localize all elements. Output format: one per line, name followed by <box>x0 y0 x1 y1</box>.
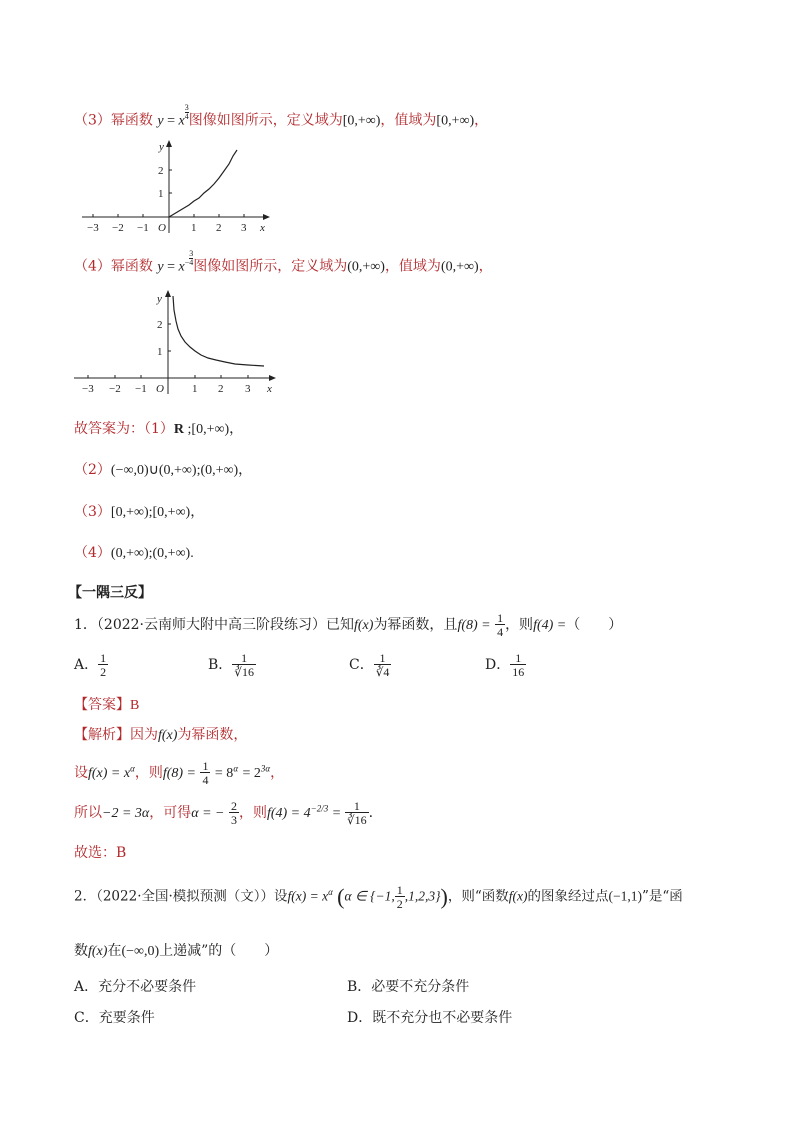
part4-line: （4）幂函数 y = x− $\frac{3}{4}$ 图像如图所示，定义域为(0,+∞)，值域为(0,+∞)， <box>74 249 493 275</box>
part3-end: ， <box>474 112 489 129</box>
q1-value-fraction: $\frac{1}{4}$ <box>497 611 504 639</box>
part4-end: ， <box>478 258 493 275</box>
graph1-tick-x-3: 3 <box>241 222 247 234</box>
part4-domain: (0,+∞) <box>347 259 385 275</box>
graph-x-neg-three-quarters <box>70 288 282 398</box>
graph1-tick-x-neg2: −2 <box>112 222 124 234</box>
graph2-tick-y-2: 2 <box>157 319 163 331</box>
graph2-tick-x-1: 1 <box>192 383 198 395</box>
graph2-tick-x-neg1: −1 <box>135 383 147 395</box>
section-title: 【一隅三反】 <box>68 585 152 601</box>
part3-range: [0,+∞) <box>436 113 475 129</box>
q1-choice-line: 故选：B <box>74 845 127 861</box>
graph1-tick-x-neg3: −3 <box>87 222 99 234</box>
graph2-tick-y-1: 1 <box>157 346 163 358</box>
answer-1-R: R <box>173 422 185 437</box>
answer-intro: 故答案为：（1） <box>74 421 174 437</box>
answer-line-3 <box>74 501 204 521</box>
answer-3: [0,+∞);[0,+∞)， <box>110 505 205 520</box>
answer-3-label: （3） <box>74 504 111 520</box>
q2-option-b[interactable]: B．必要不充分条件 <box>347 979 470 995</box>
part3-pre: 幂函数 <box>110 112 153 129</box>
q1-option-c[interactable]: C． $\frac{1}{∛4}$ <box>349 651 390 679</box>
q1-stem: 1．（2022·云南师大附中高三阶段练习）已知f(x)为幂函数，且f(8) = $\frac{1}{4}$ ，则f(4) =（ ） <box>74 611 623 639</box>
answer-4: (0,+∞);(0,+∞). <box>110 546 194 561</box>
graph2-tick-x-neg3: −3 <box>82 383 94 395</box>
q1-option-d[interactable]: D． $\frac{1}{16}$ <box>485 651 525 679</box>
part3-func-y: y <box>157 113 164 129</box>
part3-line: （3）幂函数 y = x $\frac{3}{4}$ 图像如图所示，定义域为[0,+∞)，值域为[0,+∞)， <box>74 103 489 129</box>
graph-x-three-quarters <box>78 138 278 238</box>
graph2-x-label: x <box>267 383 272 395</box>
part3-mid2: ，值域为 <box>380 112 437 129</box>
graph1-x-label: x <box>260 222 265 234</box>
graph1-tick-y-1: 1 <box>158 188 164 200</box>
q2-option-c[interactable]: C．充要条件 <box>74 1010 155 1026</box>
answer-line-2 <box>74 459 252 479</box>
part3-domain: [0,+∞) <box>342 113 381 129</box>
graph2-tick-x-neg2: −2 <box>109 383 121 395</box>
part3-exponent: $\frac{3}{4}$ <box>184 103 189 121</box>
part3-func-x: x <box>178 113 185 129</box>
graph1-tick-y-2: 2 <box>158 165 164 177</box>
part4-func-x: x <box>178 259 185 275</box>
part4-label: （4） <box>74 258 111 275</box>
part4-func-y: y <box>157 259 164 275</box>
q2-stem-1: 2．（2022·全国·模拟预测（文））设$f(x) = x^\alpha$ (α ∈ {−1, $\frac{1}{2}$ ,1,2,3})，则“函数f(x)的图象经过点(−1,1)”是“函 <box>74 883 683 911</box>
q1-answer: 【答案】B <box>74 697 140 713</box>
part4-exponent: − $\frac{3}{4}$ <box>184 249 194 267</box>
answer-line-1 <box>74 418 243 438</box>
part4-range: (0,+∞) <box>440 259 479 275</box>
graph1-y-label: y <box>159 141 164 153</box>
graph1-tick-x-2: 2 <box>216 222 222 234</box>
graph2-curve <box>173 296 264 366</box>
graph2-y-label: y <box>157 293 162 305</box>
answer-1-rest: ;[0,+∞)， <box>184 422 244 437</box>
part3-mid: 图像如图所示，定义域为 <box>188 112 343 129</box>
part4-mid2: ，值域为 <box>384 258 441 275</box>
q2-stem-2: 数f(x)在(−∞,0)上递减”的（ ） <box>74 943 279 959</box>
part3-label: （3） <box>74 112 111 129</box>
graph1-origin: O <box>158 222 166 234</box>
q2-option-a[interactable]: A．充分不必要条件 <box>74 979 197 995</box>
graph1-curve <box>169 150 237 217</box>
part4-pre: 幂函数 <box>110 258 153 275</box>
answer-line-4 <box>74 542 194 562</box>
q2-option-d[interactable]: D．既不充分也不必要条件 <box>347 1010 513 1026</box>
answer-4-label: （4） <box>74 545 111 561</box>
q1-analysis-2: 设$f(x) = x^\alpha$，则f(8) = $\frac{1}{4}$ = $8^\alpha = 2^{3\alpha}$， <box>74 759 285 787</box>
graph2-origin: O <box>156 383 164 395</box>
part4-mid: 图像如图所示，定义域为 <box>193 258 348 275</box>
graph2-tick-x-2: 2 <box>218 383 224 395</box>
q1-option-b[interactable]: B． $\frac{1}{∛16}$ <box>208 651 254 679</box>
answer-2-label: （2） <box>74 462 111 478</box>
q1-analysis-3: 所以−2 = 3α，可得α = − $\frac{2}{3}$ ，则$f(4) = 4^{-2/3}$ = $\frac{1}{∛16}$ . <box>74 799 374 827</box>
graph2-tick-x-3: 3 <box>245 383 251 395</box>
q1-analysis-1: 【解析】因为f(x)为幂函数， <box>74 727 248 743</box>
graph1-tick-x-neg1: −1 <box>137 222 149 234</box>
q1-option-a[interactable]: A． $\frac{1}{2}$ <box>74 651 107 679</box>
graph1-tick-x-1: 1 <box>191 222 197 234</box>
answer-2: (−∞,0)∪(0,+∞);(0,+∞)， <box>110 463 253 478</box>
